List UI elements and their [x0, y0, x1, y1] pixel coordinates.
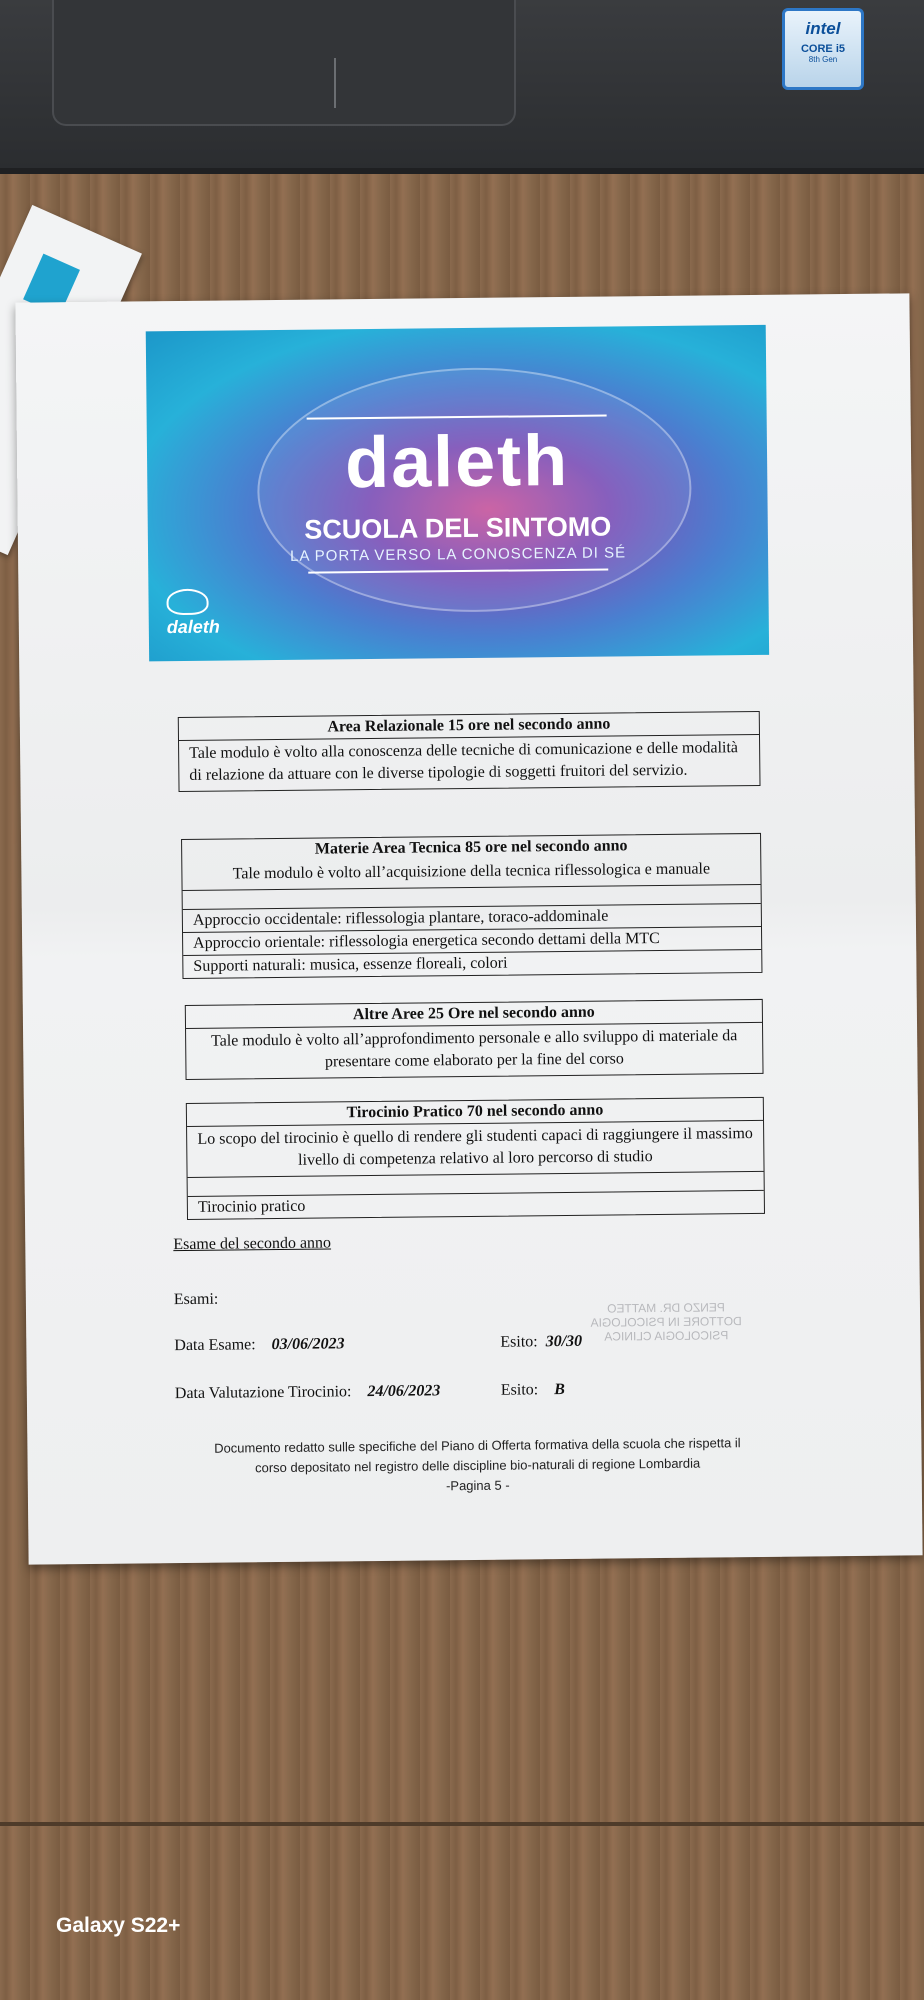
intel-core: CORE i5	[800, 43, 845, 55]
internship-date-label: Data Valutazione Tirocinio:	[174, 1383, 352, 1403]
stamp-line: PENZO DR. MATTEO	[607, 1300, 725, 1316]
exam-result-value: 30/30	[545, 1332, 583, 1351]
show-through-stamp	[566, 1300, 767, 1362]
module-row: Tirocinio pratico	[188, 1190, 764, 1219]
touchpad	[52, 0, 516, 126]
module-altre-aree	[185, 999, 764, 1080]
module-title: Tirocinio Pratico 70 nel secondo anno	[187, 1098, 763, 1127]
banner-small-logo-text: daleth	[166, 616, 220, 638]
module-description: Tale modulo è volto alla conoscenza delle tecniche di comunicazione e delle modalità di relazione da attuare con le diverse tipologie di soggetti fruitori del servizio.	[189, 739, 739, 784]
intel-sticker	[782, 8, 864, 90]
brain-icon	[166, 589, 208, 615]
module-title: Altre Aree 25 Ore nel secondo anno	[186, 1000, 762, 1029]
intel-brand: intel	[805, 19, 841, 38]
footer-line: Documento redatto sulle specifiche del Piano di Offerta formativa della scuola che rispetta il	[214, 1435, 741, 1456]
touchpad-divider	[334, 58, 336, 108]
exam-date-line	[174, 1335, 344, 1355]
laptop-keyboard-deck	[0, 0, 924, 174]
module-description: Tale modulo è volto all’approfondimento personale e allo sviluppo di materiale da presentare come elaborato per la fine del corso	[210, 1027, 738, 1071]
exam-date-label: Data Esame:	[174, 1336, 256, 1355]
exam-section-title: Esame del secondo anno	[173, 1234, 332, 1254]
banner-logo: daleth	[344, 420, 570, 504]
camera-watermark: Galaxy S22+	[56, 1914, 181, 1937]
internship-result-line	[501, 1381, 565, 1400]
page-number: -Pagina 5 -	[445, 1477, 510, 1494]
banner-small-logo	[166, 589, 220, 639]
internship-date-line	[175, 1382, 441, 1403]
module-area-relazionale	[178, 711, 761, 792]
stamp-line: PSICOLOGIA CLINICA	[604, 1328, 729, 1344]
module-title: Area Relazionale 15 ore nel secondo anno	[179, 712, 759, 741]
internship-date-value: 24/06/2023	[367, 1382, 441, 1401]
internship-result-value: B	[554, 1381, 565, 1399]
banner-subtitle: SCUOLA DEL SINTOMO	[304, 511, 612, 545]
module-tirocinio	[186, 1097, 765, 1220]
exam-date-value: 03/06/2023	[271, 1335, 345, 1354]
module-title: Materie Area Tecnica 85 ore nel secondo anno	[314, 837, 628, 858]
module-area-tecnica	[181, 833, 762, 979]
table-edge	[0, 1822, 924, 1826]
exams-label: Esami:	[173, 1290, 219, 1309]
module-row: Supporti naturali: musica, essenze floreali, colori	[183, 949, 761, 978]
document-sheet	[15, 293, 922, 1564]
intel-gen: 8th Gen	[808, 55, 838, 64]
module-row: Approccio occidentale: riflessologia plantare, toraco-addominale	[183, 903, 761, 932]
banner-tagline: LA PORTA VERSO LA CONOSCENZA DI SÉ	[289, 544, 627, 565]
module-description: Tale modulo è volto all’acquisizione della tecnica riflessologica e manuale	[232, 860, 711, 883]
footer-line: corso depositato nel registro delle discipline bio-naturali di regione Lombardia	[254, 1455, 701, 1476]
module-description: Lo scopo del tirocinio è quello di rendere gli studenti capaci di raggiungere il massimo livello di competenza relativo al loro percorso di studio	[197, 1125, 753, 1169]
school-banner	[146, 325, 769, 661]
exam-result-label: Esito:	[500, 1333, 538, 1351]
internship-result-label: Esito:	[500, 1381, 539, 1399]
module-row: Approccio orientale: riflessologia energetica secondo dettami della MTC	[183, 926, 761, 955]
stamp-line: DOTTORE IN PSICOLOGIA	[590, 1314, 742, 1330]
document-footer	[127, 1432, 828, 1499]
